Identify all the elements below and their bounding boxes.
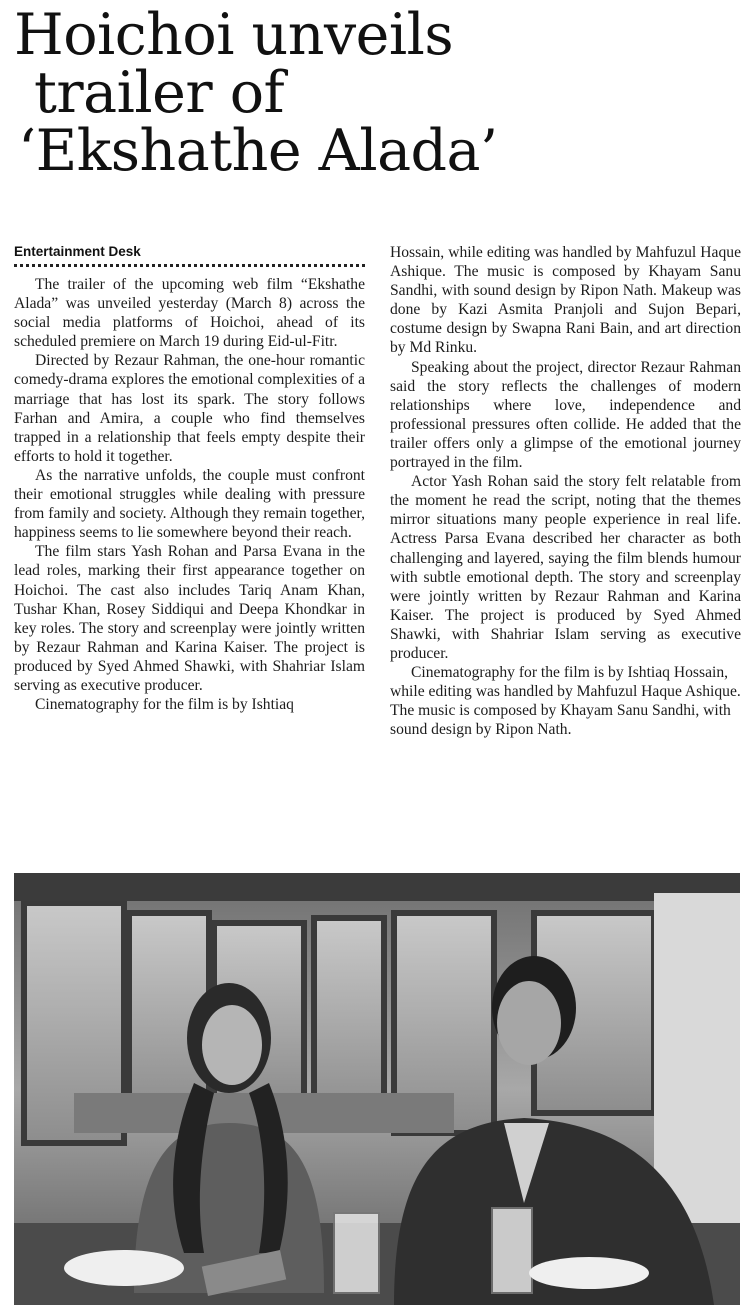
headline-line-1: Hoichoi unveils (14, 2, 454, 68)
byline: Entertainment Desk (14, 244, 141, 259)
paragraph: As the narrative unfolds, the couple must confront their emotional struggles while dealing with pressure from family and society. Although they remain together, happiness seems to lie somewhere beyond their reach. (14, 466, 365, 542)
paragraph: Hossain, while editing was handled by Mahfuzul Haque Ashique. The music is composed by Khayam Sanu Sandhi, with sound design by Ripon Nath. Makeup was done by Kazi Asmita Pranjoli and Sujon Bepari, costume design by Swapna Rani Bain, and art direction by Md Rinku. (390, 244, 741, 357)
paragraph: Cinematography for the film is by Ishtiaq Hossain, while editing was handled by Mahfuzul Haque Ashique. The music is composed by Khayam Sanu Sandhi, with sound design by Ripon Nath. (390, 664, 741, 739)
paragraph: Cinematography for the film is by Ishtiaq (35, 696, 294, 714)
headline-line-3: ‘Ekshathe Alada’ (18, 118, 498, 184)
article-column-right (390, 243, 741, 739)
paragraph: The trailer of the upcoming web film “Ekshathe Alada” was unveiled yesterday (March 8) across the social media platforms of Hoichoi, ahead of its scheduled premiere on March 19 during Eid-ul-Fitr. (14, 276, 365, 351)
article-column-left (14, 243, 365, 714)
paragraph: Actor Yash Rohan said the story felt relatable from the moment he read the script, noting that the themes mirror situations many people experience in real life. Actress Parsa Evana described her character as both challenging and layered, saying the film blends humour with subtle emotional depth. The story and screenplay were jointly written by Rezaur Rahman and Karina Kaiser. The project is produced by Syed Ahmed Shawki, with Shahriar Islam serving as executive producer. (390, 473, 741, 662)
headline (14, 2, 744, 184)
article-photo (14, 873, 740, 1305)
paragraph: The film stars Yash Rohan and Parsa Evana in the lead roles, marking their first appearance together on Hoichoi. The cast also includes Tariq Anam Khan, Tushar Khan, Rosey Siddiqui and Deepa Khondkar in key roles. The story and screenplay were jointly written by Rezaur Rahman and Karina Kaiser. The project is produced by Syed Ahmed Shawki, with Shahriar Islam serving as executive producer. (14, 543, 365, 694)
byline-divider (14, 264, 365, 267)
restaurant-scene-illustration (14, 873, 740, 1305)
paragraph: Directed by Rezaur Rahman, the one-hour romantic comedy-drama explores the emotional complexities of a marriage that has lost its spark. The story follows Farhan and Amira, a couple who find themselves trapped in a relationship that feels empty despite their efforts to hold it together. (14, 352, 365, 465)
headline-line-2: trailer of (34, 60, 285, 126)
paragraph: Speaking about the project, director Rezaur Rahman said the story reflects the challenges of modern relationships where love, independence and professional pressures often collide. He added that the trailer offers only a glimpse of the emotional journey portrayed in the film. (390, 358, 741, 472)
